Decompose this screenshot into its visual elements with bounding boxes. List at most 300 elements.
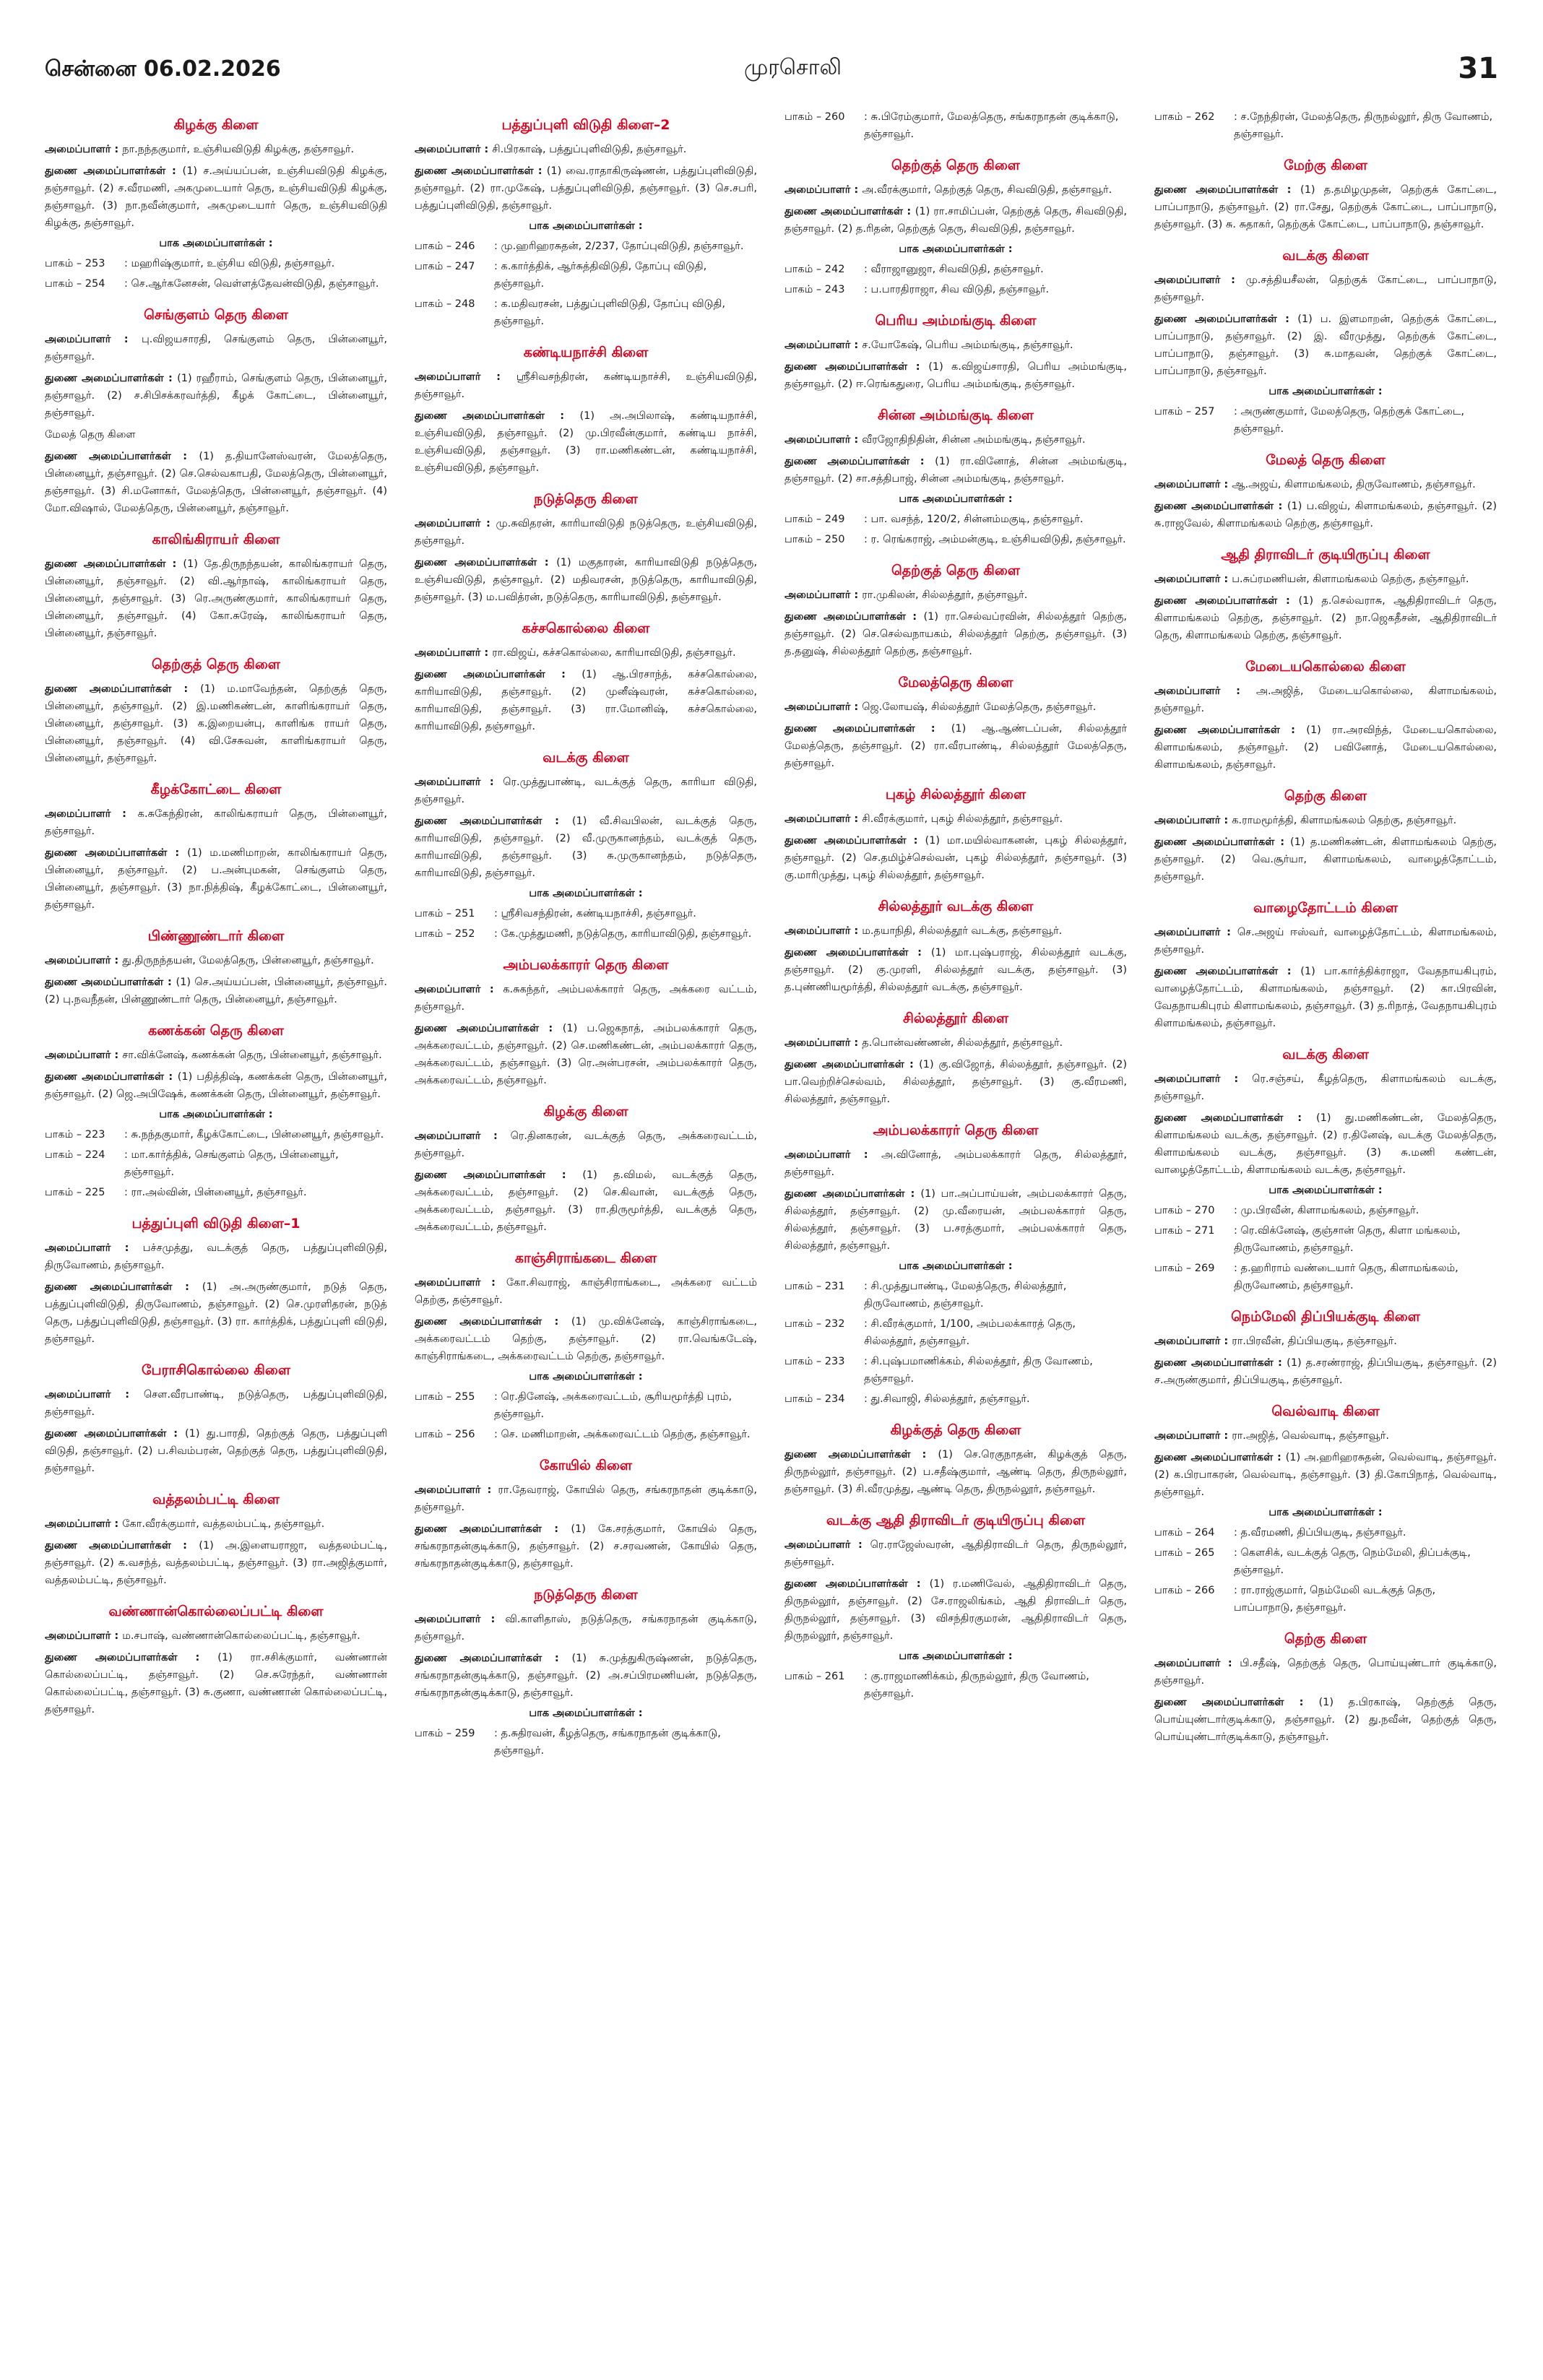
field-value: (1) க.விஜய்சாரதி, பெரிய அம்மங்குடி, தஞ்சாவூர். (2) ஈ.ரெங்கதுரை, பெரிய அம்மங்குடி, தஞ்சாவூர். <box>785 361 1127 390</box>
field-value: ரா.பிரவீன், திப்பியகுடி, தஞ்சாவூர். <box>1232 1336 1397 1347</box>
branch-title: சின்ன அம்மங்குடி கிளை <box>878 407 1034 423</box>
booth-organizer: : க.கார்த்திக், ஆர்சுத்திவிடுதி, தோப்பு விடுதி, தஞ்சாவூர். <box>494 261 707 290</box>
deputy-organizers-entry <box>45 1068 387 1103</box>
field-label: அமைப்பாளர் : <box>415 984 503 995</box>
booth-number: பாகம் – 255 <box>415 1391 475 1403</box>
booth-number: பாகம் – 231 <box>785 1281 845 1292</box>
organizer-entry <box>45 805 387 840</box>
field-label: துணை அமைப்பாளர்கள் : <box>45 451 199 462</box>
field-value: சா.விக்னேஷ், கணக்கன் தெரு, பின்னையூர், தஞ்சாவூர். <box>122 1050 382 1061</box>
field-label: துணை அமைப்பாளர்கள் : <box>1154 184 1301 196</box>
branch-section <box>45 1023 387 1201</box>
deputy-organizers-entry <box>45 370 387 422</box>
field-label: துணை அமைப்பாளர்கள் : <box>785 611 924 623</box>
branch-section <box>415 620 757 735</box>
branch-section <box>1154 900 1497 1032</box>
booth-row <box>785 1668 1127 1702</box>
booth-number: பாகம் – 253 <box>45 258 105 269</box>
booth-number: பாகம் – 257 <box>1154 406 1215 417</box>
booth-row <box>785 1353 1127 1388</box>
booth-row <box>415 295 757 330</box>
booth-organizer: : ச.நேந்திரன், மேலத்தெரு, திருநல்லூர், திரு வோணம், தஞ்சாவூர். <box>1234 111 1493 140</box>
field-value: ரெ.ராஜேஸ்வரன், ஆதிதிராவிடர் தெரு, திருநல்லூர், தஞ்சாவூர். <box>785 1539 1127 1568</box>
field-value: த.பொன்வண்ணன், சில்லத்தூர், தஞ்சாவூர். <box>862 1037 1063 1049</box>
booth-organizers-heading: பாக அமைப்பாளர்கள் : <box>1268 386 1383 397</box>
field-value: ரெ.தினகரன், வடக்குத் தெரு, அக்கரைவட்டம், தஞ்சாவூர். <box>415 1130 757 1159</box>
field-value: ரா.தேவராஜ், கோயில் தெரு, சங்கரநாதன் குடிக்காடு, தஞ்சாவூர். <box>415 1484 757 1513</box>
booth-organizers-heading: பாக அமைப்பாளர்கள் : <box>899 243 1013 255</box>
branch-title: வடக்கு ஆதி திராவிடர் குடியிருப்பு கிளை <box>826 1513 1086 1528</box>
deputy-organizers-entry <box>785 1446 1127 1498</box>
booth-row <box>785 1390 1127 1408</box>
booth-number: பாகம் – 242 <box>785 264 845 275</box>
field-label: துணை அமைப்பாளர்கள் : <box>1154 1697 1319 1708</box>
organizer-entry <box>45 331 387 365</box>
booth-number: பாகம் – 256 <box>415 1429 475 1440</box>
field-value: பு.விஜயசாரதி, செங்குளம் தெரு, பின்னையூர், தஞ்சாவூர். <box>45 334 387 363</box>
field-value: அ.அஜித், மேடையகொல்லை, கிளாமங்கலம், தஞ்சாவூர். <box>1154 685 1497 714</box>
field-label: அமைப்பாளர் : <box>1154 479 1232 490</box>
branch-title: பத்துப்புளி விடுதி கிளை–1 <box>131 1216 301 1232</box>
field-label: துணை அமைப்பாளர்கள் : <box>1154 966 1301 977</box>
field-label: துணை அமைப்பாளர்கள் : <box>785 1059 920 1070</box>
branch-title: கணக்கன் தெரு கிளை <box>148 1023 284 1039</box>
organizer-entry <box>785 922 1127 940</box>
field-label: துணை அமைப்பாளர்கள் : <box>45 683 201 695</box>
field-label: அமைப்பாளர் : <box>785 339 863 351</box>
booth-number: பாகம் – 261 <box>785 1671 845 1682</box>
branch-section <box>45 307 387 517</box>
field-label: துணை அமைப்பாளர்கள் : <box>1154 724 1307 736</box>
field-label: அமைப்பாளர் : <box>45 334 142 345</box>
field-value: சௌ.வீரபாண்டி, நடுத்தெரு, பத்துப்புளிவிடுதி, தஞ்சாவூர். <box>45 1389 387 1418</box>
booth-organizer: : சி.முத்துபாண்டி, மேலத்தெரு, சில்லத்தூர், திருவோணம், தஞ்சாவூர். <box>864 1281 1067 1310</box>
booth-row <box>415 238 757 255</box>
deputy-organizers-entry <box>1154 181 1497 233</box>
field-value: (1) மகுதாரன், காரியாவிடுதி நடுத்தெரு, உஞ்சியவிடுதி, தஞ்சாவூர். (2) மதிவரசன், நடுத்தெரு, காரியாவிடுதி, தஞ்சாவூர். (3) ம.பவித்ரன், நடுத்தெரு, காரியாவிடுதி, தஞ்சாவூர். <box>415 557 757 603</box>
field-value: (1) த.தமிழமுதன், தெற்குக் கோட்டை, பாப்பாநாடு, தஞ்சாவூர். (2) ரா.சேது, தெற்குக் கோட்டை, பாப்பாநாடு, தஞ்சாவூர். (3) சு. சுதாகர், தெற்குக் கோட்டை, பாப்பாநாடு, தஞ்சாவூர். <box>1154 184 1497 230</box>
booth-row <box>1154 403 1497 438</box>
branch-section <box>45 782 387 914</box>
field-value: க.ராமமூர்த்தி, கிளாமங்கலம் தெற்கு, தஞ்சாவூர். <box>1232 815 1457 826</box>
booth-row <box>1154 1260 1497 1294</box>
booth-organizers-heading: பாக அமைப்பாளர்கள் : <box>529 220 643 232</box>
page-header <box>0 0 1543 87</box>
organizer-entry <box>785 431 1127 449</box>
booth-number: பாகம் – 270 <box>1154 1205 1215 1216</box>
booth-organizer: : க.மதிவரசன், பத்துப்புளிவிடுதி, தோப்பு விடுதி, தஞ்சாவூர். <box>494 298 725 327</box>
deputy-organizers-entry <box>415 163 757 215</box>
field-value: (1) ரஹீராம், செங்குளம் தெரு, பின்னையூர், தஞ்சாவூர். (2) ச.சிபிசக்கரவர்த்தி, கீழக் கோட்டை, பின்னையூர், தஞ்சாவூர். <box>45 373 387 419</box>
branch-title: பேராசிகொல்லை கிளை <box>142 1362 290 1378</box>
field-label: துணை அமைப்பாளர்கள் : <box>1154 836 1290 848</box>
booth-row <box>415 1725 757 1760</box>
field-label: அமைப்பாளர் : <box>785 925 863 937</box>
branch-section <box>1154 108 1497 143</box>
field-value: க.சுகந்தர், அம்பலக்காரர் தெரு, அக்கரை வட்டம், தஞ்சாவூர். <box>415 984 757 1013</box>
field-value: ஜெ.லோயஷ், சில்லத்தூர் மேலத்தெரு, தஞ்சாவூர். <box>862 701 1097 713</box>
booth-number: பாகம் – 271 <box>1154 1225 1215 1237</box>
deputy-organizers-entry <box>1154 1694 1497 1746</box>
branch-section <box>45 532 387 642</box>
organizer-entry <box>415 1274 757 1309</box>
branch-section <box>1154 547 1497 644</box>
field-value: மு.சத்தியசீலன், தெற்குக் கோட்டை, பாப்பாநாடு, தஞ்சாவூர். <box>1154 274 1497 303</box>
field-label: அமைப்பாளர் : <box>45 1242 143 1254</box>
field-value: கோ.சிவராஜ், காஞ்சிராங்கடை, அக்கரை வட்டம் தெற்கு, தஞ்சாவூர். <box>415 1277 757 1306</box>
field-label: அமைப்பாளர் : <box>785 1037 863 1049</box>
booth-organizer: : ரா.ராஜ்குமார், நெம்மேலி வடக்குத் தெரு, பாப்பாநாடு, தஞ்சாவூர். <box>1234 1585 1436 1614</box>
field-value: து.திருநந்தயன், மேலத்தெரு, பின்னையூர், தஞ்சாவூர். <box>122 955 374 966</box>
branch-section <box>785 899 1127 996</box>
organizer-entry <box>785 698 1127 716</box>
organizer-entry <box>785 1536 1127 1571</box>
organizer-entry <box>1154 812 1497 829</box>
field-label: துணை அமைப்பாளர்கள் : <box>1154 1112 1316 1124</box>
field-value: (1) த.பிரகாஷ், தெற்குத் தெரு, பொய்யுண்டார்குடிக்காடு, தஞ்சாவூர். (2) து.நவீன், தெற்குத் தெரு, பொய்யுண்டார்குடிக்காடு, தஞ்சாவூர். <box>1154 1697 1497 1743</box>
deputy-organizers-entry <box>1154 498 1497 532</box>
booth-organizer: : அருண்குமார், மேலத்தெரு, தெற்குக் கோட்டை, தஞ்சாவூர். <box>1234 406 1465 435</box>
branch-title: வடக்கு கிளை <box>1282 1047 1369 1063</box>
field-label: துணை அமைப்பாளர்கள் : <box>785 947 931 959</box>
booth-number: பாகம் – 232 <box>785 1318 845 1330</box>
field-label: அமைப்பாளர் : <box>415 518 496 529</box>
field-value: (1) த.சரண்ராஜ், திப்பியகுடி, தஞ்சாவூர். (2) ச.அருண்குமார், திப்பியகுடி, தஞ்சாவூர். <box>1154 1357 1497 1386</box>
deputy-organizers-entry <box>1154 963 1497 1032</box>
field-value: (1) மா.புஷ்பராஜ், சில்லத்தூர் வடக்கு, தஞ்சாவூர். (2) கு.முரளி, சில்லத்தூர் வடக்கு, தஞ்சாவூர். (3) த.புண்ணியமூர்த்தி, சில்லத்தூர் வடக்கு, தஞ்சாவூர். <box>785 947 1127 993</box>
branch-title: மேற்கு கிளை <box>1284 157 1367 173</box>
booth-organizer: : ப.பாரதிராஜா, சிவ விடுதி, தஞ்சாவூர். <box>864 284 1050 295</box>
booth-organizer: : ரெ.விக்னேஷ், குஞ்சான் தெரு, கிளா மங்கலம், திருவோணம், தஞ்சாவூர். <box>1234 1225 1461 1254</box>
organizer-entry <box>45 952 387 969</box>
field-label: துணை அமைப்பாளர்கள் : <box>45 558 183 570</box>
field-value: (1) து.மணிகண்டன், மேலத்தெரு, கிளாமங்கலம் வடக்கு, தஞ்சாவூர். (2) ர.தினேஷ், வடக்கு மேலத்தெரு, கிளாமங்கலம் வடக்கு, தஞ்சாவூர். (3) சு.மணி கண்டன், வாழைத்தோட்டம், கிளாமங்கலம் வடக்கு, தஞ்சாவூர். <box>1154 1112 1497 1176</box>
field-label: அமைப்பாளர் : <box>785 434 863 446</box>
booth-organizers-heading: பாக அமைப்பாளர்கள் : <box>529 1371 643 1382</box>
organizer-entry <box>415 141 757 158</box>
field-label: துணை அமைப்பாளர்கள் : <box>415 1316 571 1328</box>
deputy-organizers-entry <box>785 203 1127 238</box>
field-label: அமைப்பாளர் : <box>415 647 493 659</box>
organizer-entry <box>1154 1655 1497 1689</box>
field-label: அமைப்பாளர் : <box>45 955 123 966</box>
branch-section <box>415 491 757 606</box>
branch-section <box>785 1122 1127 1408</box>
field-value: (1) ப. இளமாறன், தெற்குக் கோட்டை, பாப்பாநாடு, தஞ்சாவூர். (2) இ. வீரமுத்து, தெற்குக் கோட்டை, பாப்பாநாடு, தஞ்சாவூர். (3) சு.மாதவன், தெற்குக் கோட்டை, பாப்பாநாடு, தஞ்சாவூர். <box>1154 313 1497 377</box>
field-value: கோ.வீரக்குமார், வத்தலம்பட்டி, தஞ்சாவூர். <box>122 1518 325 1530</box>
booth-row <box>785 281 1127 298</box>
branch-title: அம்பலக்காரர் தெரு கிளை <box>873 1122 1039 1138</box>
field-label: அமைப்பாளர் : <box>415 1614 506 1625</box>
booth-organizers-heading: பாக அமைப்பாளர்கள் : <box>1268 1185 1383 1196</box>
organizer-entry <box>785 1034 1127 1052</box>
deputy-organizers-entry <box>415 554 757 606</box>
branch-title: பிண்ணூண்டார் கிளை <box>147 928 285 944</box>
branch-section <box>45 117 387 293</box>
field-value: (1) ரா.செல்வப்ரவின், சில்லத்தூர் தெற்கு, தஞ்சாவூர். (2) செ.செல்வநாயகம், சில்லத்தூர் தெற்கு, தஞ்சாவூர். (3) த.தனுஷ், சில்லத்தூர் தெற்கு, தஞ்சாவூர். <box>785 611 1127 657</box>
field-label: துணை அமைப்பாளர்கள் : <box>45 1652 218 1663</box>
field-label: துணை அமைப்பாளர்கள் : <box>1154 501 1287 512</box>
field-value: சி.பிரகாஷ், பத்துப்புளிவிடுதி, தஞ்சாவூர். <box>492 144 687 155</box>
field-value: ரெ.சஞ்சய், கீழத்தெரு, கிளாமங்கலம் வடக்கு, தஞ்சாவூர். <box>1154 1073 1497 1102</box>
field-label: துணை அமைப்பாளர்கள் : <box>45 373 178 384</box>
field-label: துணை அமைப்பாளர்கள் : <box>415 557 557 568</box>
deputy-organizers-entry <box>1154 1109 1497 1179</box>
booth-organizer: : மு.ஹரிஹரசுதன், 2/237, தோப்புவிடுதி, தஞ்சாவூர். <box>494 241 744 252</box>
field-value: (1) பா.அப்பாய்யன், அம்பலக்காரர் தெரு, சில்லத்தூர், தஞ்சாவூர். (2) மு.வீரையன், அம்பலக்காரர் தெரு, சில்லத்தூர், தஞ்சாவூர். (3) ப.சரத்குமார், அம்பலக்காரர் தெரு, சில்லத்தூர், தஞ்சாவூர். <box>785 1188 1127 1252</box>
field-value: சி.வீரக்குமார், புகழ் சில்லத்தூர், தஞ்சாவூர். <box>862 813 1063 825</box>
field-label: துணை அமைப்பாளர்கள் : <box>415 815 572 827</box>
booth-organizer: : ரெ.தினேஷ், அக்கரைவட்டம், சூரியமூர்த்தி புரம், தஞ்சாவூர். <box>494 1391 732 1420</box>
booth-organizer: : சு.நந்தகுமார், கீழக்கோட்டை, பின்னையூர், தஞ்சாவூர். <box>124 1129 384 1141</box>
field-label: அமைப்பாளர் : <box>785 1149 881 1161</box>
field-value: மு.சுவிதரன், காரியாவிடுதி நடுத்தெரு, உஞ்சியவிடுதி, தஞ்சாவூர். <box>415 518 757 547</box>
deputy-organizers-entry <box>785 832 1127 884</box>
booth-number: பாகம் – 260 <box>785 111 845 123</box>
booth-row <box>45 1184 387 1201</box>
deputy-organizers-entry <box>1154 834 1497 886</box>
field-label: துணை அமைப்பாளர்கள் : <box>785 361 929 373</box>
branch-section <box>415 1250 757 1443</box>
field-label: துணை அமைப்பாளர்கள் : <box>45 1540 199 1552</box>
booth-number: பாகம் – 265 <box>1154 1547 1215 1559</box>
organizer-entry <box>1154 571 1497 588</box>
deputy-organizers-entry <box>785 720 1127 772</box>
booth-organizer: : து.சிவாஜி, சில்லத்தூர், தஞ்சாவூர். <box>864 1393 1030 1405</box>
field-label: அமைப்பாளர் : <box>45 1050 123 1061</box>
organizer-entry <box>45 1239 387 1274</box>
branch-title: காலிங்கிராயர் கிளை <box>152 532 280 548</box>
branch-section <box>785 157 1127 298</box>
branch-title: தெற்குத் தெரு கிளை <box>891 563 1020 579</box>
field-value: ரா.முகிலன், சில்லத்தூர், தஞ்சாவூர். <box>862 589 1028 601</box>
organizer-entry <box>1154 476 1497 493</box>
field-label: துணை அமைப்பாளர்கள் : <box>785 1449 938 1461</box>
branch-section <box>1154 452 1497 532</box>
branch-title: அம்பலக்காரர் தெரு கிளை <box>503 957 669 973</box>
branch-title: கச்சகொல்லை கிளை <box>522 620 650 636</box>
booth-number: பாகம் – 264 <box>1154 1527 1215 1539</box>
column-4 <box>1154 108 1497 2362</box>
booth-number: பாகம் – 259 <box>415 1728 475 1739</box>
branch-title: வடக்கு கிளை <box>543 750 629 766</box>
organizer-entry <box>415 981 757 1016</box>
field-value: (1) செ.அய்யப்பன், பின்னையூர், தஞ்சாவூர். (2) பு.நவநீதன், பின்ணூண்டார் தெரு, பின்னையூர், தஞ்சாவூர். <box>45 977 387 1005</box>
field-value: ஸ்ரீசிவசந்திரன், கண்டியநாச்சி, உஞ்சியவிடுதி, தஞ்சாவூர். <box>415 371 757 400</box>
branch-section <box>785 1011 1127 1108</box>
branch-title: கீழக்கோட்டை கிளை <box>150 782 282 797</box>
field-label: அமைப்பாளர் : <box>785 701 863 713</box>
booth-row <box>45 1146 387 1181</box>
deputy-organizers-entry <box>1154 722 1497 774</box>
field-label: துணை அமைப்பாளர்கள் : <box>785 1578 930 1590</box>
booth-row <box>415 1388 757 1423</box>
page-number: 31 <box>1458 52 1498 85</box>
branch-section <box>1154 1047 1497 1294</box>
field-label: அமைப்பாளர் : <box>45 808 138 820</box>
field-value: (1) து.பாரதி, தெற்குத் தெரு, பத்துப்புளி விடுதி, தஞ்சாவூர். (2) ப.சிவம்பரன், தெற்குத் தெரு, பத்துப்புளிவிடுதி, தஞ்சாவூர். <box>45 1428 387 1474</box>
deputy-organizers-entry <box>785 1575 1127 1645</box>
branch-title: பத்துப்புளி விடுதி கிளை–2 <box>501 117 670 133</box>
field-label: அமைப்பாளர் : <box>1154 1336 1232 1347</box>
branch-title: மேடையகொல்லை கிளை <box>1245 659 1406 675</box>
organizer-entry <box>415 368 757 403</box>
field-label: துணை அமைப்பாளர்கள் : <box>45 1281 202 1293</box>
field-value: (1) ஆ.பிரசாந்த், கச்சகொல்லை, காரியாவிடுதி, தஞ்சாவூர். (2) முனீஷ்வரன், கச்சகொல்லை, காரியாவிடுதி, தஞ்சாவூர். (3) ரா.மோனிஷ், கச்சகொல்லை, காரியாவிடுதி, தஞ்சாவூர். <box>415 669 757 732</box>
booth-organizer: : கௌசிக், வடக்குத் தெரு, நெம்மேலி, திப்பக்குடி, தஞ்சாவூர். <box>1234 1547 1471 1576</box>
booth-organizers-heading: பாக அமைப்பாளர்கள் : <box>159 238 273 249</box>
deputy-organizers-entry <box>785 1185 1127 1255</box>
field-label: துணை அமைப்பாளர்கள் : <box>415 165 547 177</box>
booth-number: பாகம் – 252 <box>415 928 475 940</box>
deputy-organizers-entry <box>45 974 387 1008</box>
deputy-organizers-entry <box>785 1056 1127 1108</box>
branch-section <box>1154 659 1497 774</box>
branch-title: தெற்குத் தெரு கிளை <box>152 657 280 672</box>
field-value: அ.வினோத், அம்பலக்காரர் தெரு, சில்லத்தூர், தஞ்சாவூர். <box>785 1149 1127 1178</box>
field-value: (1) ரா.சசிக்குமார், வண்ணான் கொல்லைப்பட்டி, தஞ்சாவூர். (2) செ.சுரேந்தர், வண்ணான் கொல்லைப்பட்டி, தஞ்சாவூர். (3) சு.குணா, வண்ணான் கொல்லைப்பட்டி, தஞ்சாவூர். <box>45 1652 387 1715</box>
branch-section <box>1154 157 1497 233</box>
organizer-entry <box>785 810 1127 828</box>
field-value: ம.தயாநிதி, சில்லத்தூர் வடக்கு, தஞ்சாவூர். <box>862 925 1063 937</box>
field-value: (1) ரா.வினோத், சின்ன அம்மங்குடி, தஞ்சாவூர். (2) சா.சத்திபாஜ், சின்ன அம்மங்குடி, தஞ்சாவூர். <box>785 456 1127 485</box>
field-label: அமைப்பாளர் : <box>45 1630 123 1642</box>
booth-organizer: : செ. மணிமாறன், அக்கரைவட்டம் தெற்கு, தஞ்சாவூர். <box>494 1429 751 1440</box>
field-label: அமைப்பாளர் : <box>1154 927 1237 938</box>
booth-number: பாகம் – 262 <box>1154 111 1215 123</box>
organizer-entry <box>1154 683 1497 717</box>
field-value: அ.வீரக்குமார், தெற்குத் தெரு, சிவவிடுதி, தஞ்சாவூர். <box>862 184 1112 196</box>
booth-number: பாகம் – 251 <box>415 908 475 919</box>
branch-section <box>1154 1631 1497 1746</box>
deputy-organizers-entry <box>1154 311 1497 380</box>
booth-row <box>45 255 387 272</box>
field-value: (1) வீ.சிவபிலன், வடக்குத் தெரு, காரியாவிடுதி, தஞ்சாவூர். (2) வீ.முருகானந்தம், வடக்குத் தெரு, காரியாவிடுதி, தஞ்சாவூர். (3) சு.முருகானந்தம், நடுத்தெரு, காரியாவிடுதி, தஞ்சாவூர். <box>415 815 757 879</box>
deputy-organizers-entry <box>415 1650 757 1702</box>
deputy-organizers-entry <box>785 453 1127 488</box>
field-label: அமைப்பாளர் : <box>785 589 863 601</box>
booth-organizer: : த.ஹரிராம் வண்டையார் தெரு, கிளாமங்கலம், திருவோணம், தஞ்சாவூர். <box>1234 1263 1458 1291</box>
deputy-organizers-entry <box>45 1278 387 1348</box>
field-value: ரெ.முத்துபாண்டி, வடக்குத் தெரு, காரியா விடுதி, தஞ்சாவூர். <box>415 776 757 805</box>
booth-row <box>785 531 1127 548</box>
field-value: (1) அ.இளையராஜா, வத்தலம்பட்டி, தஞ்சாவூர். (2) க.வசந்த், வத்தலம்பட்டி, தஞ்சாவூர். (3) ரா.அஜித்குமார், வத்தலம்பட்டி, தஞ்சாவூர். <box>45 1540 387 1586</box>
field-value: (1) கு.விஜோத், சில்லத்தூர், தஞ்சாவூர். (2) பா.வெற்றிச்செல்வம், சில்லத்தூர், தஞ்சாவூர். (3) கு.வீரமணி, சில்லத்தூர், தஞ்சாவூர். <box>785 1059 1127 1105</box>
field-label: அமைப்பாளர் : <box>415 776 503 788</box>
field-label: அமைப்பாளர் : <box>415 1130 511 1142</box>
field-label: துணை அமைப்பாளர்கள் : <box>45 165 183 177</box>
booth-row <box>45 1126 387 1143</box>
branch-title: மேலத் தெரு கிளை <box>1266 452 1386 468</box>
branch-title: கிழக்கு கிளை <box>173 117 259 133</box>
field-label: அமைப்பாளர் : <box>415 1277 506 1289</box>
newspaper-name: முரசொலி <box>744 55 842 80</box>
branch-title: பெரிய அம்மங்குடி கிளை <box>875 313 1037 329</box>
field-value: (1) ப.விஜய், கிளாமங்கலம், தஞ்சாவூர். (2) சு.ராஜவேல், கிளாமங்கலம் தெற்கு, தஞ்சாவூர். <box>1154 501 1497 529</box>
booth-row <box>1154 108 1497 143</box>
field-label: அமைப்பாளர் : <box>1154 274 1246 286</box>
deputy-organizers-entry <box>415 407 757 477</box>
field-value: (1) ஆ.ஆண்டப்பன், சில்லத்தூர் மேலத்தெரு, தஞ்சாவூர். (2) ரா.வீரபாண்டி, சில்லத்தூர் மேலத்தெரு, தஞ்சாவூர். <box>785 723 1127 769</box>
field-value: (1) ர.மணிவேல், ஆதிதிராவிடர் தெரு, திருநல்லூர், தஞ்சாவூர். (2) சே.ராஜலிங்கம், ஆதி திராவிடர் தெரு, திருநல்லூர், தஞ்சாவூர். (3) விசந்திரகுமரன், ஆதிதிராவிடர் தெரு, திருநல்லூர், தஞ்சாவூர். <box>785 1578 1127 1642</box>
branch-section <box>45 657 387 767</box>
field-label: துணை அமைப்பாளர்கள் : <box>45 977 176 988</box>
organizer-entry <box>415 515 757 550</box>
deputy-organizers-entry <box>415 1520 757 1572</box>
booth-number: பாகம் – 248 <box>415 298 475 310</box>
field-value: (1) தே.திருநந்தயன், காலிங்கராயர் தெரு, பின்னையூர், தஞ்சாவூர். (2) வி.ஆர்நாஷ், காலிங்கராயர் தெரு, பின்னையூர், தஞ்சாவூர். (3) ரெ.அருண்குமார், காலிங்கராயர் தெரு, பின்னையூர், தஞ்சாவூர். (4) கோ.சுரேஷ், காலிங்கராயர் தெரு, பின்னையூர், தஞ்சாவூர். <box>45 558 387 639</box>
deputy-organizers-entry <box>415 1020 757 1089</box>
field-value: (1) த.மணிகண்டன், கிளாமங்கலம் தெற்கு, தஞ்சாவூர். (2) வெ.சூர்யா, கிளாமங்கலம், வாழைத்தோட்டம், தஞ்சாவூர். <box>1154 836 1497 883</box>
booth-number: பாகம் – 223 <box>45 1129 105 1141</box>
organizer-entry <box>1154 1427 1497 1445</box>
branch-section <box>1154 1403 1497 1617</box>
field-label: அமைப்பாளர் : <box>45 1518 123 1530</box>
branch-section <box>785 787 1127 884</box>
organizer-entry <box>1154 272 1497 306</box>
field-value: (1) கே.சரத்குமார், கோயில் தெரு, சங்கரநாதன்குடிக்காடு, தஞ்சாவூர். (2) ச.சரவணன், கோயில் தெரு, சங்கரநாதன்குடிக்காடு, தஞ்சாவூர். <box>415 1523 757 1570</box>
branch-title: செங்குளம் தெரு கிளை <box>144 307 288 323</box>
branch-title: வத்தலம்பட்டி கிளை <box>152 1492 280 1507</box>
organizer-entry <box>1154 924 1497 959</box>
booth-organizer: : ஸ்ரீசிவசந்திரன், கண்டியநாச்சி, தஞ்சாவூர். <box>494 908 696 919</box>
deputy-organizers-entry <box>45 163 387 232</box>
booth-organizers-heading: பாக அமைப்பாளர்கள் : <box>899 493 1013 505</box>
organizer-entry <box>785 587 1127 604</box>
field-label: அமைப்பாளர் : <box>785 1539 870 1551</box>
field-value: (1) ம.மாவேந்தன், தெற்குத் தெரு, பின்னையூர், தஞ்சாவூர். (2) இ.மணிகண்டன், காளிங்கராயர் தெரு, பின்னையூர், தஞ்சாவூர். (3) க.இறையன்பு, காளிங்க ராயர் தெரு, பின்னையூர், தஞ்சாவூர். (4) வி.சேசுவன், காளிங்கராயர் தெரு, பின்னையூர், தஞ்சாவூர். <box>45 683 387 764</box>
field-label: துணை அமைப்பாளர்கள் : <box>415 1653 572 1664</box>
booth-organizer: : ரா.அல்வின், பின்னையூர், தஞ்சாவூர். <box>124 1187 307 1198</box>
branch-section <box>1154 248 1497 438</box>
field-value: பச்சமுத்து, வடக்குத் தெரு, பத்துப்புளிவிடுதி, திருவோணம், தஞ்சாவூர். <box>45 1242 387 1271</box>
deputy-organizers-entry <box>785 944 1127 996</box>
deputy-organizers-entry <box>45 448 387 517</box>
field-value: (1) மு.விக்னேஷ், காஞ்சிராங்கடை, அக்கரைவட்டம் தெற்கு, தஞ்சாவூர். (2) ரா.வெங்கடேஷ், காஞ்சிராங்கடை, அக்கரைவட்டம் தெற்கு, தஞ்சாவூர். <box>415 1316 757 1362</box>
branch-title: கண்டியநாச்சி கிளை <box>523 345 649 360</box>
field-value: (1) ம.மணிமாறன், காலிங்கராயர் தெரு, பின்னையூர், தஞ்சாவூர். (2) ப.அன்புமகன், செங்குளம் தெரு, பின்னையூர், தஞ்சாவூர். (3) நா.நித்திஷ், கீழக்கோட்டை, பின்னையூர், தஞ்சாவூர். <box>45 847 387 911</box>
booth-number: பாகம் – 246 <box>415 241 475 252</box>
field-label: துணை அமைப்பாளர்கள் : <box>415 1023 563 1034</box>
booth-row <box>785 108 1127 143</box>
booth-row <box>415 905 757 922</box>
field-value: வி.காளிதாஸ், நடுத்தெரு, சங்கரநாதன் குடிக்காடு, தஞ்சாவூர். <box>415 1614 757 1643</box>
field-value: (1) த.விமல், வடக்குத் தெரு, அக்கரைவட்டம், தஞ்சாவூர். (2) செ.கிவான், வடக்குத் தெரு, அக்கரைவட்டம், தஞ்சாவூர். (3) ரா.திருமூர்த்தி, வடக்குத் தெரு, அக்கரைவட்டம், தஞ்சாவூர். <box>415 1169 757 1233</box>
field-label: துணை அமைப்பாளர்கள் : <box>785 835 925 847</box>
branch-section <box>45 1492 387 1589</box>
branch-section <box>45 1362 387 1477</box>
booth-number: பாகம் – 225 <box>45 1187 105 1198</box>
branch-title: தெற்கு கிளை <box>1284 1631 1367 1647</box>
booth-organizer: : சி.வீரக்குமார், 1/100, அம்பலக்காரத் தெரு, சில்லத்தூர், தஞ்சாவூர். <box>864 1318 1076 1347</box>
booth-row <box>785 261 1127 278</box>
field-label: துணை அமைப்பாளர்கள் : <box>785 456 935 467</box>
branch-section <box>785 1513 1127 1702</box>
field-value: ம.சபாஷ், வண்ணான்கொல்லைப்பட்டி, தஞ்சாவூர். <box>122 1630 360 1642</box>
booth-row <box>1154 1202 1497 1219</box>
branch-title: கிழக்குத் தெரு கிளை <box>890 1422 1021 1438</box>
article-columns <box>45 108 1498 2362</box>
booth-number: பாகம் – 250 <box>785 534 845 545</box>
field-label: துணை அமைப்பாளர்கள் : <box>415 1523 571 1535</box>
branch-section <box>415 1458 757 1572</box>
booth-organizers-heading: பாக அமைப்பாளர்கள் : <box>899 1260 1013 1272</box>
deputy-organizers-entry <box>45 555 387 642</box>
deputy-organizers-entry <box>45 680 387 767</box>
field-label: துணை அமைப்பாளர்கள் : <box>1154 1357 1287 1369</box>
branch-title: வண்ணான்கொல்லைப்பட்டி கிளை <box>108 1604 324 1619</box>
booth-number: பாகம் – 247 <box>415 261 475 272</box>
